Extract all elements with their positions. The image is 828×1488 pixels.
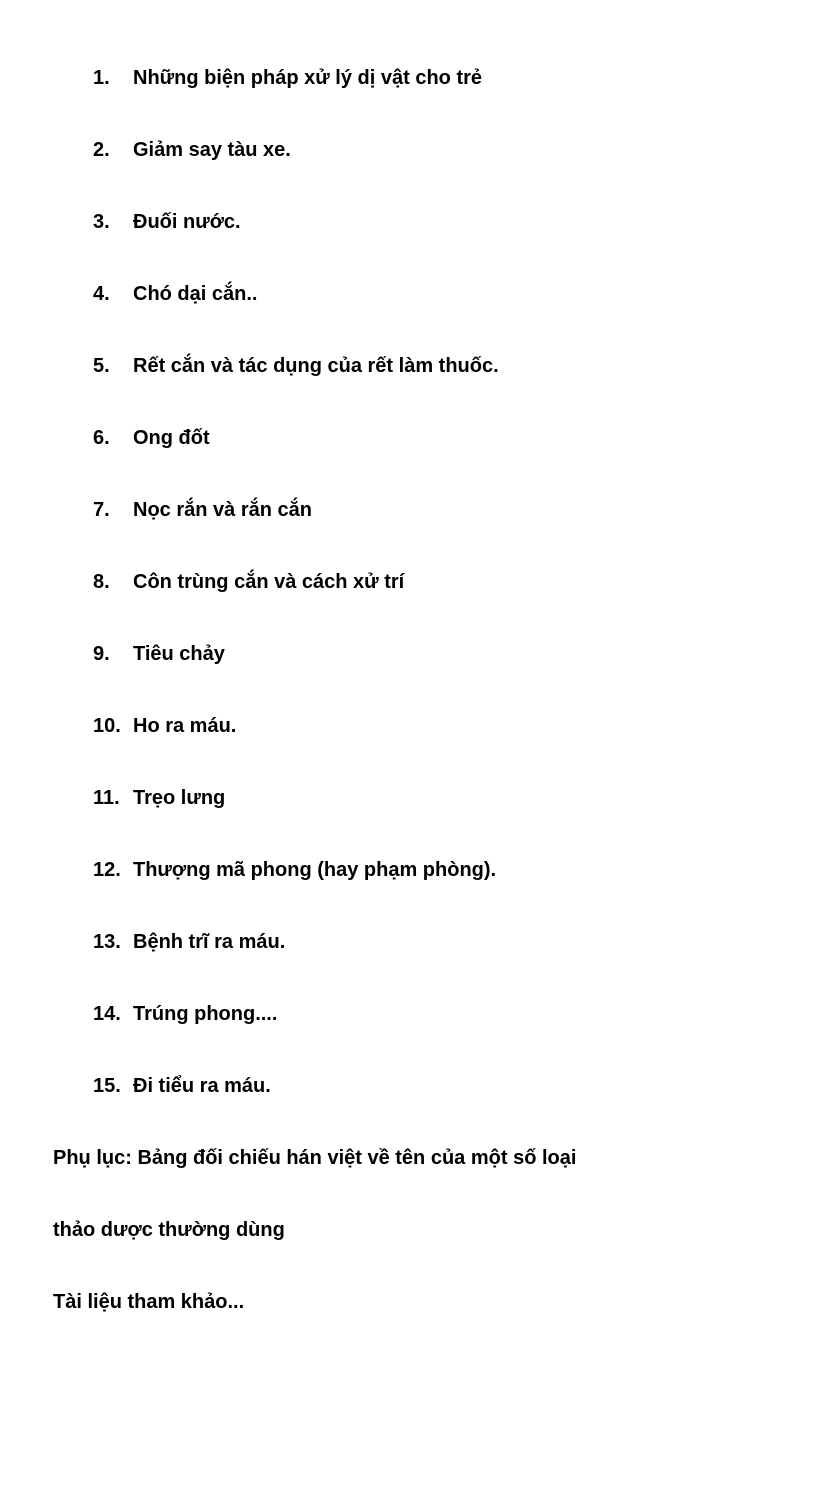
toc-item-number: 4.	[93, 283, 110, 305]
toc-item-title: Tiêu chảy	[133, 643, 225, 665]
toc-item-title: Đi tiểu ra máu.	[133, 1075, 271, 1097]
toc-item-title: Ong đốt	[133, 427, 210, 449]
toc-item-title: Giảm say tàu xe.	[133, 139, 291, 161]
toc-item-title: Nọc rắn và rắn cắn	[133, 499, 312, 521]
toc-item	[0, 138, 828, 210]
toc-item-number: 8.	[93, 571, 110, 593]
toc-item-title: Những biện pháp xử lý dị vật cho trẻ	[133, 67, 483, 89]
toc-item-number: 14.	[93, 1003, 121, 1025]
toc-item	[0, 930, 828, 1002]
toc-item	[0, 642, 828, 714]
toc-item-number: 10.	[93, 715, 121, 737]
toc-item-title: Chó dại cắn..	[133, 283, 258, 305]
toc-item-title: Trúng phong....	[133, 1003, 278, 1025]
references-heading: Tài liệu tham khảo...	[53, 1291, 245, 1313]
toc-item-title: Bệnh trĩ ra máu.	[133, 931, 286, 953]
toc-item	[0, 1002, 828, 1074]
toc-item-title: Trẹo lưng	[133, 787, 226, 809]
toc-item	[0, 1074, 828, 1146]
toc-item-number: 13.	[93, 931, 121, 953]
appendix-title-line-1: Phụ lục: Bảng đối chiếu hán việt về tên của một số loại	[53, 1147, 577, 1169]
toc-item-title: Thượng mã phong (hay phạm phòng).	[133, 859, 497, 881]
toc-item	[0, 66, 828, 138]
toc-item	[0, 786, 828, 858]
toc-item-title: Rết cắn và tác dụng của rết làm thuốc.	[133, 355, 499, 377]
toc-item-number: 12.	[93, 859, 121, 881]
table-of-contents	[0, 66, 828, 1146]
toc-item-number: 6.	[93, 427, 110, 449]
toc-item	[0, 498, 828, 570]
toc-item	[0, 714, 828, 786]
toc-item	[0, 858, 828, 930]
toc-item	[0, 354, 828, 426]
toc-item-title: Đuối nước.	[133, 211, 241, 233]
toc-item-title: Côn trùng cắn và cách xử trí	[133, 571, 405, 593]
toc-item-number: 2.	[93, 139, 110, 161]
toc-item-number: 7.	[93, 499, 110, 521]
toc-item	[0, 426, 828, 498]
toc-item-number: 15.	[93, 1075, 121, 1097]
toc-item-number: 1.	[93, 67, 110, 89]
toc-item	[0, 282, 828, 354]
toc-item	[0, 210, 828, 282]
toc-item-number: 11.	[93, 787, 120, 809]
toc-item	[0, 570, 828, 642]
appendix-title-line-2: thảo dược thường dùng	[53, 1219, 285, 1241]
toc-item-number: 9.	[93, 643, 110, 665]
toc-item-number: 3.	[93, 211, 110, 233]
toc-item-title: Ho ra máu.	[133, 715, 237, 737]
toc-item-number: 5.	[93, 355, 110, 377]
